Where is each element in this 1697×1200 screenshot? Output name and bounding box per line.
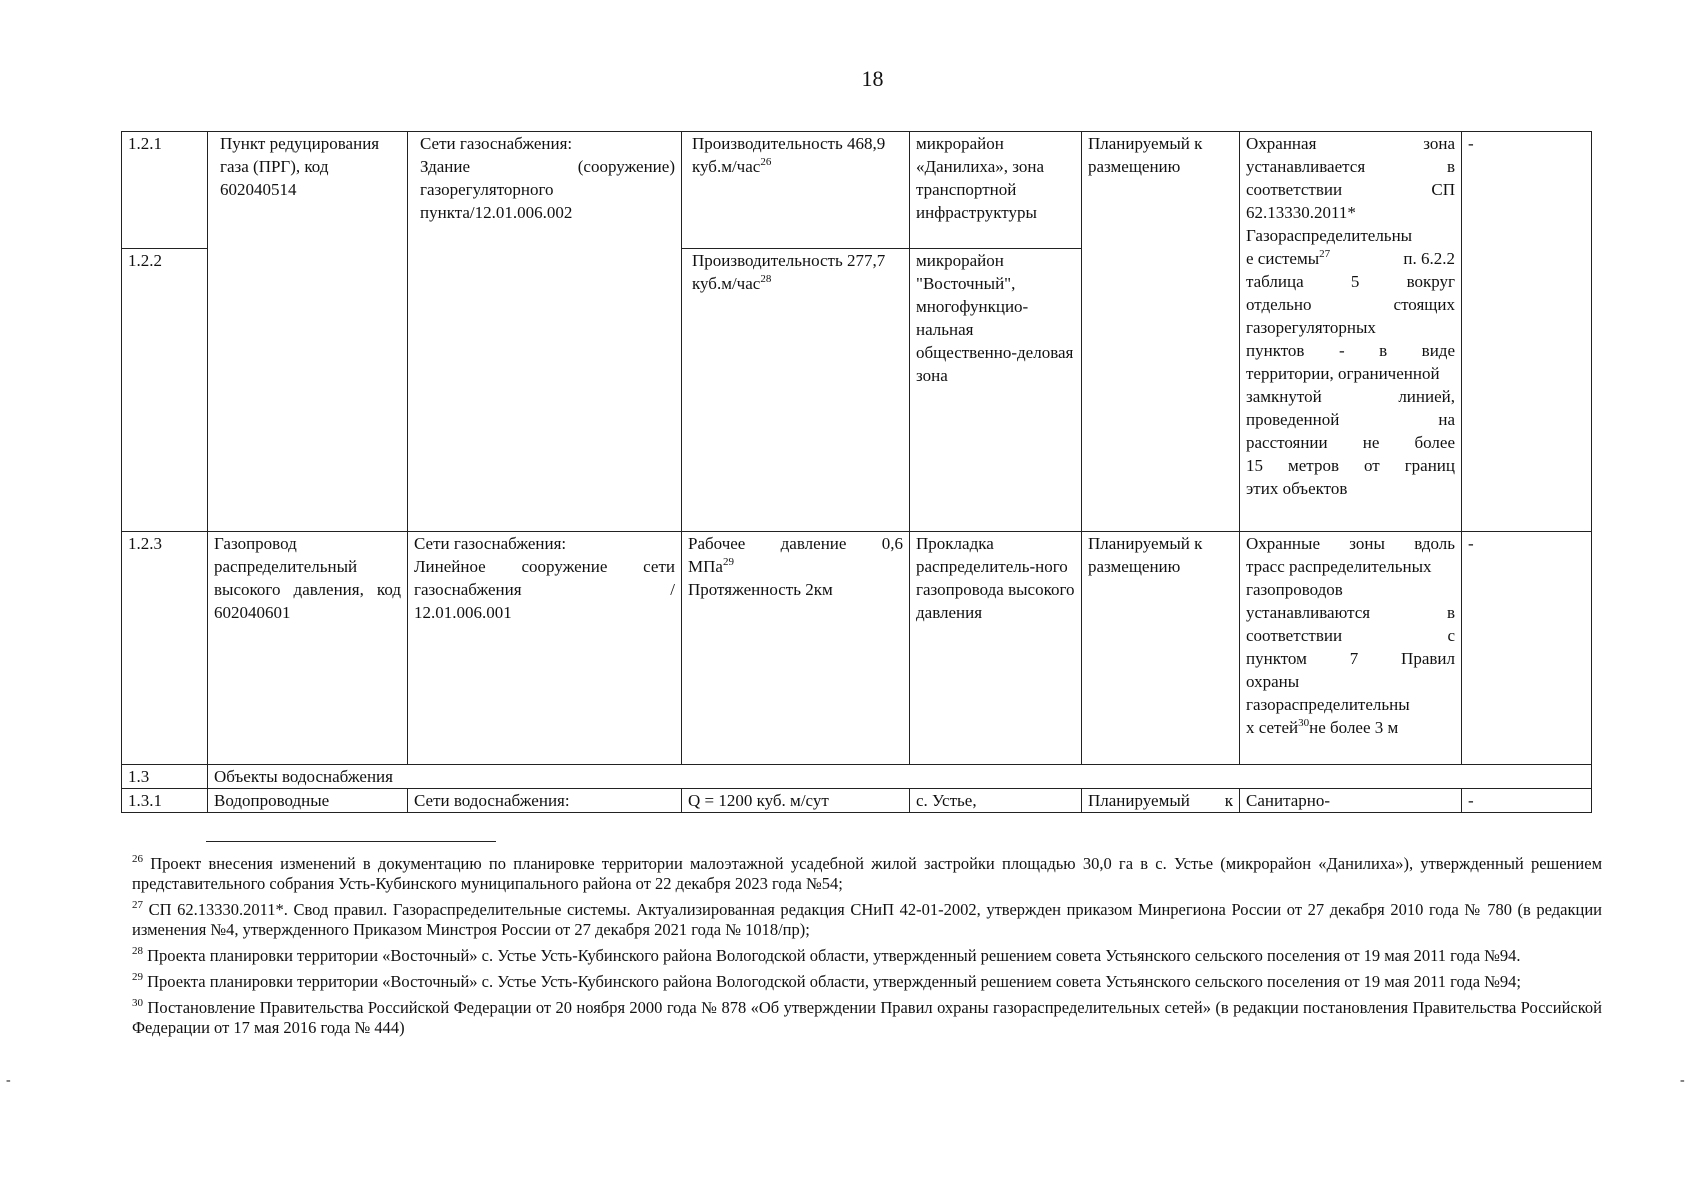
footnote-ref: 27 — [1319, 248, 1331, 260]
object-characteristics: Рабочее давление 0,6 МПа$^{29}$ Протяженность 2км — [682, 532, 910, 765]
row-number: 1.2.1 — [122, 132, 208, 249]
planned-objects-table — [121, 131, 1592, 813]
row-number: 1.2.2 — [122, 249, 208, 532]
table-row-1-2-3 — [122, 532, 1592, 765]
footnote-30: $^{30}$ Постановление Правительства Российской Федерации от 20 ноября 2000 года № 878 «Об утверждении Правил охраны газораспределительных сетей» (в редакции постановления Правительства Российской Федерации от 17 мая 2016 года № 444) — [132, 997, 1602, 1037]
object-type: Сети водоснабжения: — [408, 789, 682, 813]
object-status: Планируемый к размещению — [1082, 132, 1240, 532]
object-type: Сети газоснабжения: Линейное сооружение сети газоснабжения / 12.01.006.001 — [408, 532, 682, 765]
object-characteristics: Q = 1200 куб. м/сут — [682, 789, 910, 813]
object-location: микрорайон "Восточный", многофункцио-нальная общественно-деловая зона — [910, 249, 1082, 532]
row-number: 1.3 — [122, 765, 208, 789]
footnotes — [132, 854, 1602, 1044]
footnote-ref: 26 — [760, 156, 772, 168]
object-type: Сети газоснабжения: Здание (сооружение) газорегуляторного пункта/12.01.006.002 — [408, 132, 682, 532]
footnote-27: $^{27}$ СП 62.13330.2011*. Свод правил. Газораспределительные системы. Актуализированная редакция СНиП 42-01-2002, утвержден приказом Минрегиона России от 27 декабря 2010 года № 780 (в редакции изменения №4, утвержденного Приказом Минстроя России от 27 декабря 2021 года № 1018/пр); — [132, 899, 1602, 939]
protection-zone: Охранная зона устанавливается в соответствии СП 62.13330.2011* Газораспределительны е системы$^{27}$ п. 6.2.2 таблица 5 вокруг отдельно стоящих газорегуляторных пунктов - в виде территории, ограниченной замкнутой линией, проведенной на расстоянии не более 15 метров от границ этих объектов — [1240, 132, 1462, 532]
footnote-28: $^{28}$ Проекта планировки территории «Восточный» с. Устье Усть-Кубинского района Вологодской области, утвержденный решением совета Устьянского сельского поселения от 19 мая 2011 года №94. — [132, 945, 1521, 965]
object-characteristics: Производительность 277,7 куб.м/час$^{28}$ — [682, 249, 910, 532]
right-margin-mark: - — [1680, 1073, 1685, 1088]
table-row-1-2-1 — [122, 132, 1592, 249]
extra-info: - — [1462, 789, 1592, 813]
footnote-ref: 29 — [722, 556, 734, 568]
left-margin-mark: - — [6, 1073, 11, 1088]
extra-info: - — [1462, 532, 1592, 765]
object-name: Водопроводные — [208, 789, 408, 813]
object-name: Пункт редуцирования газа (ПРГ), код 602040514 — [208, 132, 408, 532]
row-number: 1.2.3 — [122, 532, 208, 765]
object-name: Газопровод распределительный высокого давления, код 602040601 — [208, 532, 408, 765]
object-location: микрорайон «Данилиха», зона транспортной инфраструктуры — [910, 132, 1082, 249]
section-label: Объекты водоснабжения — [208, 765, 1592, 789]
protection-zone: Охранные зоны вдоль трасс распределительных газопроводов устанавливаются в соответствии с пунктом 7 Правил охраны газораспределительны х сетей$^{30}$не более 3 м — [1240, 532, 1462, 765]
object-characteristics: Производительность 468,9 куб.м/час$^{26}$ — [682, 132, 910, 249]
footnote-ref: 28 — [760, 273, 772, 285]
footnote-29: $^{29}$ Проекта планировки территории «Восточный» с. Устье Усть-Кубинского района Вологодской области, утвержденный решением совета Устьянского сельского поселения от 19 мая 2011 года №94; — [132, 971, 1521, 991]
page-number: 18 — [861, 66, 884, 91]
row-number: 1.3.1 — [122, 789, 208, 813]
footnote-separator — [206, 841, 496, 842]
table-row-1-3 — [122, 765, 1592, 789]
object-location: с. Устье, — [910, 789, 1082, 813]
table-row-1-3-1 — [122, 789, 1592, 813]
extra-info: - — [1462, 132, 1592, 532]
footnote-26: $^{26}$ Проект внесения изменений в документацию по планировке территории малоэтажной усадебной жилой застройки площадью 30,0 га в с. Устье (микрорайон «Данилиха»), утвержденный решением представительного собрания Усть-Кубинского муниципального района от 22 декабря 2023 года №54; — [132, 853, 1603, 893]
footnote-ref: 30 — [1298, 717, 1310, 729]
protection-zone: Санитарно- — [1240, 789, 1462, 813]
object-status: Планируемый к размещению — [1082, 532, 1240, 765]
object-location: Прокладка распределитель-ного газопровода высокого давления — [910, 532, 1082, 765]
object-status: Планируемый к — [1082, 789, 1240, 813]
